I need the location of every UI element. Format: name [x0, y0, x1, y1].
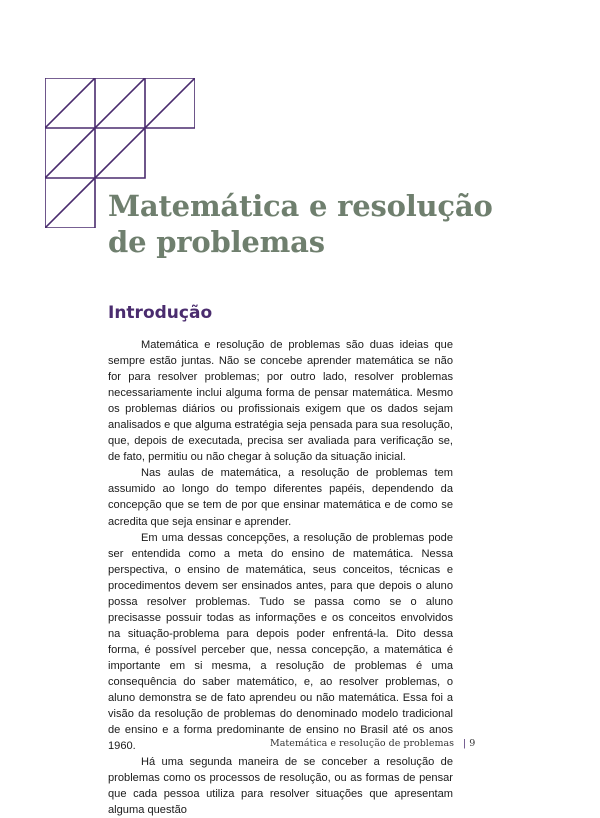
- paragraph: Nas aulas de matemática, a resolução de problemas tem assumido ao longo do tempo diferentes papéis, dependendo da concepção que se tem de por que ensinar matemática e de como se acredita que seja ensinar e aprender.: [108, 467, 453, 528]
- chapter-title: Matemática e resolução de problemas: [108, 189, 493, 259]
- footer-separator: |: [463, 738, 467, 749]
- running-title: Matemática e resolução de problemas: [270, 738, 454, 749]
- paragraph: Há uma segunda maneira de se conceber a resolução de problemas como os processos de resolução, ou as formas de pensar que cada pessoa utiliza para resolver situações que apresentam alguma questão: [108, 756, 453, 817]
- paragraph: Em uma dessas concepções, a resolução de problemas pode ser entendida como a meta do ensino de matemática. Nessa perspectiva, o ensino de matemática, seus conceitos, técnicas e procedimentos devem ser ensinados antes, para que depois o aluno possa resolver problemas. Tudo se passa como se o aluno precisasse possuir todas as informações e os conceitos envolvidos na situação-problema para depois poder enfrentá-la. Dito dessa forma, é possível perceber que, nessa concepção, a matemática é importante em si mesma, a resolução de problemas é uma consequência do saber matemático, e, ao resolver problemas, o aluno demonstra se de fato aprendeu ou não matemática. Essa foi a visão da resolução de problemas do denominado modelo tradicional de ensino e a forma predominante de ensino no Brasil até os anos 1960.: [108, 531, 453, 753]
- page-number: 9: [469, 738, 476, 749]
- paragraph: Matemática e resolução de problemas são duas ideias que sempre estão juntas. Não se concebe aprender matemática se não for para resolver problemas; por outro lado, resolver problemas necessariamente inclui alguma forma de pensar matemática. Mesmo os problemas diários ou profissionais exigem que os dados sejam analisados e que alguma estratégia seja pensada para sua resolução, que, depois de executada, precisa ser avaliada para verificação se, de fato, permitiu ou não chegar à solução da situação inicial.: [108, 339, 453, 464]
- section-title: Introdução: [108, 303, 213, 323]
- page-footer: [270, 737, 530, 751]
